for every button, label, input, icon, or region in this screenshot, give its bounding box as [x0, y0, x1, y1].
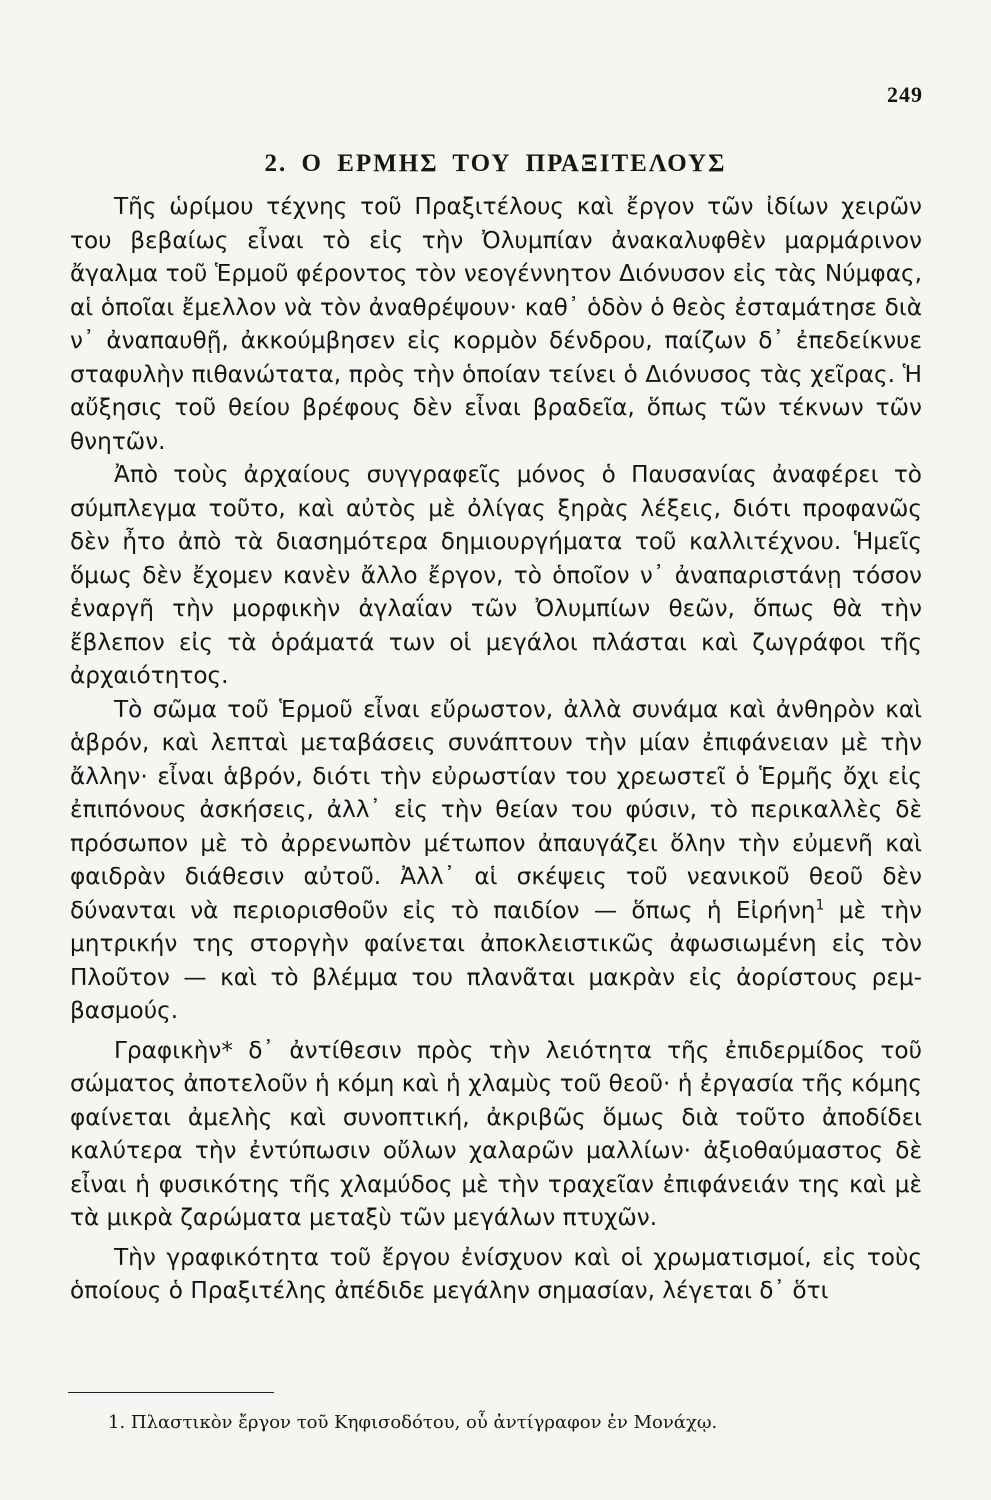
page-number: 249: [887, 82, 923, 107]
footnote: 1. Πλαστικὸν ἔργον τοῦ Κηφισοδότου, οὗ ἀντίγραφον ἐν Μονάχῳ.: [108, 1412, 718, 1433]
paragraph-text: Τῆς ὡρίμου τέχνης τοῦ Πραξιτέλους καὶ ἔργον τῶν ἰδίων χειρῶν του βεβαίως εἶναι τὸ εἰς τὴν Ὀλυμπίαν ἀνακαλυφθὲν μαρμάρινον ἄγαλμα τοῦ Ἑρμοῦ φέροντος τὸν νεογέννητον Διόνυσον εἰς τὰς Νύμφας, αἱ ὁποῖαι ἔμελλον νὰ τὸν ἀναθρέψουν· καθ᾿ ὁδὸν ὁ θεὸς ἐσταμάτησε διὰ ν᾿ ἀναπαυθῇ, ἀκκούμβησεν εἰς κορμὸν δένδρου, παίζων δ᾿ ἐπεδείκνυε σταφυλὴν πιθανώτατα, πρὸς τὴν ὁποίαν τείνει ὁ Διόνυσος τὰς χεῖρας. Ἡ αὔξησις τοῦ θείου βρέφους δὲν εἶναι βραδεῖα, ὅπως τῶν τέκνων τῶν θνητῶν.: [70, 193, 922, 455]
paragraph: [70, 458, 922, 693]
paragraph-text-continued: μὲ τὴν μητρικήν της στοργὴν φαίνεται ἀποκλειστικῶς ἀφωσιωμένη εἰς τὸν Πλοῦτον — καὶ τὸ βλέμμα του πλανᾶται μακρὰν εἰς ἀορίστους ρεμβασμούς.: [70, 896, 923, 1024]
paragraph-text: Ἀπὸ τοὺς ἀρχαίους συγγραφεῖς μόνος ὁ Παυσανίας ἀναφέρει τὸ σύμπλεγμα τοῦτο, καὶ αὐτὸς μὲ ὀλίγας ξηρὰς λέξεις, διότι προφανῶς δὲν ἦτο ἀπὸ τὰ διασημότερα δημιουργήματα τοῦ καλλιτέχνου. Ἡμεῖς ὅμως δὲν ἔχομεν κανὲν ἄλλο ἔργον, τὸ ὁποῖον ν᾿ ἀναπαριστάνῃ τόσον ἐναργῆ τὴν μορφικὴν ἀγλαΐαν τῶν Ὀλυμπίων θεῶν, ὅπως θὰ τὴν ἔβλεπον εἰς τὰ ὁράματά των οἱ μεγάλοι πλάσται καὶ ζωγράφοι τῆς ἀρχαιότητος.: [70, 461, 922, 689]
chapter-title: 2. Ο ΕΡΜΗΣ ΤΟΥ ΠΡΑΞΙΤΕΛΟΥΣ: [264, 150, 727, 177]
paragraph: [70, 190, 922, 458]
body-text: [70, 190, 922, 1308]
paragraph-text: Τὴν γραφικότητα τοῦ ἔργου ἐνίσχυον καὶ οἱ χρωματισμοί, εἰς τοὺς ὁποίους ὁ Πραξιτέλης ἀπέδιδε μεγάλην σημασίαν, λέγεται δ᾿ ὅτι: [70, 1243, 922, 1304]
paragraph: [70, 1241, 922, 1308]
footnote-rule: [68, 1392, 274, 1393]
footnote-reference: 1: [815, 896, 825, 913]
paragraph: [70, 1034, 922, 1235]
paragraph: [70, 693, 922, 1028]
paragraph-text: Γραφικὴν* δ᾿ ἀντίθεσιν πρὸς τὴν λειότητα τῆς ἐπιδερμίδος τοῦ σώματος ἀποτελοῦν ἡ κόμη καὶ ἡ χλαμὺς τοῦ θεοῦ· ἡ ἐργασία τῆς κόμης φαίνεται ἀμελὴς καὶ συνοπτική, ἀκριβῶς ὅμως διὰ τοῦτο ἀποδίδει καλύτερα τὴν ἐντύπωσιν οὔλων χαλαρῶν μαλλίων· ἀξιοθαύμαστος δὲ εἶναι ἡ φυσικότης τῆς χλαμύδος μὲ τὴν τραχεῖαν ἐπιφάνειάν της καὶ μὲ τὰ μικρὰ ζαρώματα μεταξὺ τῶν μεγάλων πτυχῶν.: [70, 1036, 922, 1231]
paragraph-text: Τὸ σῶμα τοῦ Ἑρμοῦ εἶναι εὔρωστον, ἀλλὰ συνάμα καὶ ἀνθηρὸν καὶ ἁβρόν, καὶ λεπταὶ μεταβάσεις συνάπτουν τὴν μίαν ἐπιφάνειαν μὲ τὴν ἄλλην· εἶναι ἁβρόν, διότι τὴν εὐρωστίαν του χρεωστεῖ ὁ Ἑρμῆς ὄχι εἰς ἐπιπόνους ἀσκήσεις, ἀλλ᾿ εἰς τὴν θείαν του φύσιν, τὸ περικαλλὲς δὲ πρόσωπον μὲ τὸ ἀρρενωπὸν μέτωπον ἀπαυγάζει ὅλην τὴν εὐμενῆ καὶ φαιδρὰν διάθεσιν αὐτοῦ. Ἀλλ᾿ αἱ σκέψεις τοῦ νεανικοῦ θεοῦ δὲν δύνανται νὰ περιορισθοῦν εἰς τὸ παιδίον — ὅπως ἡ Εἰρήνη: [70, 695, 922, 924]
